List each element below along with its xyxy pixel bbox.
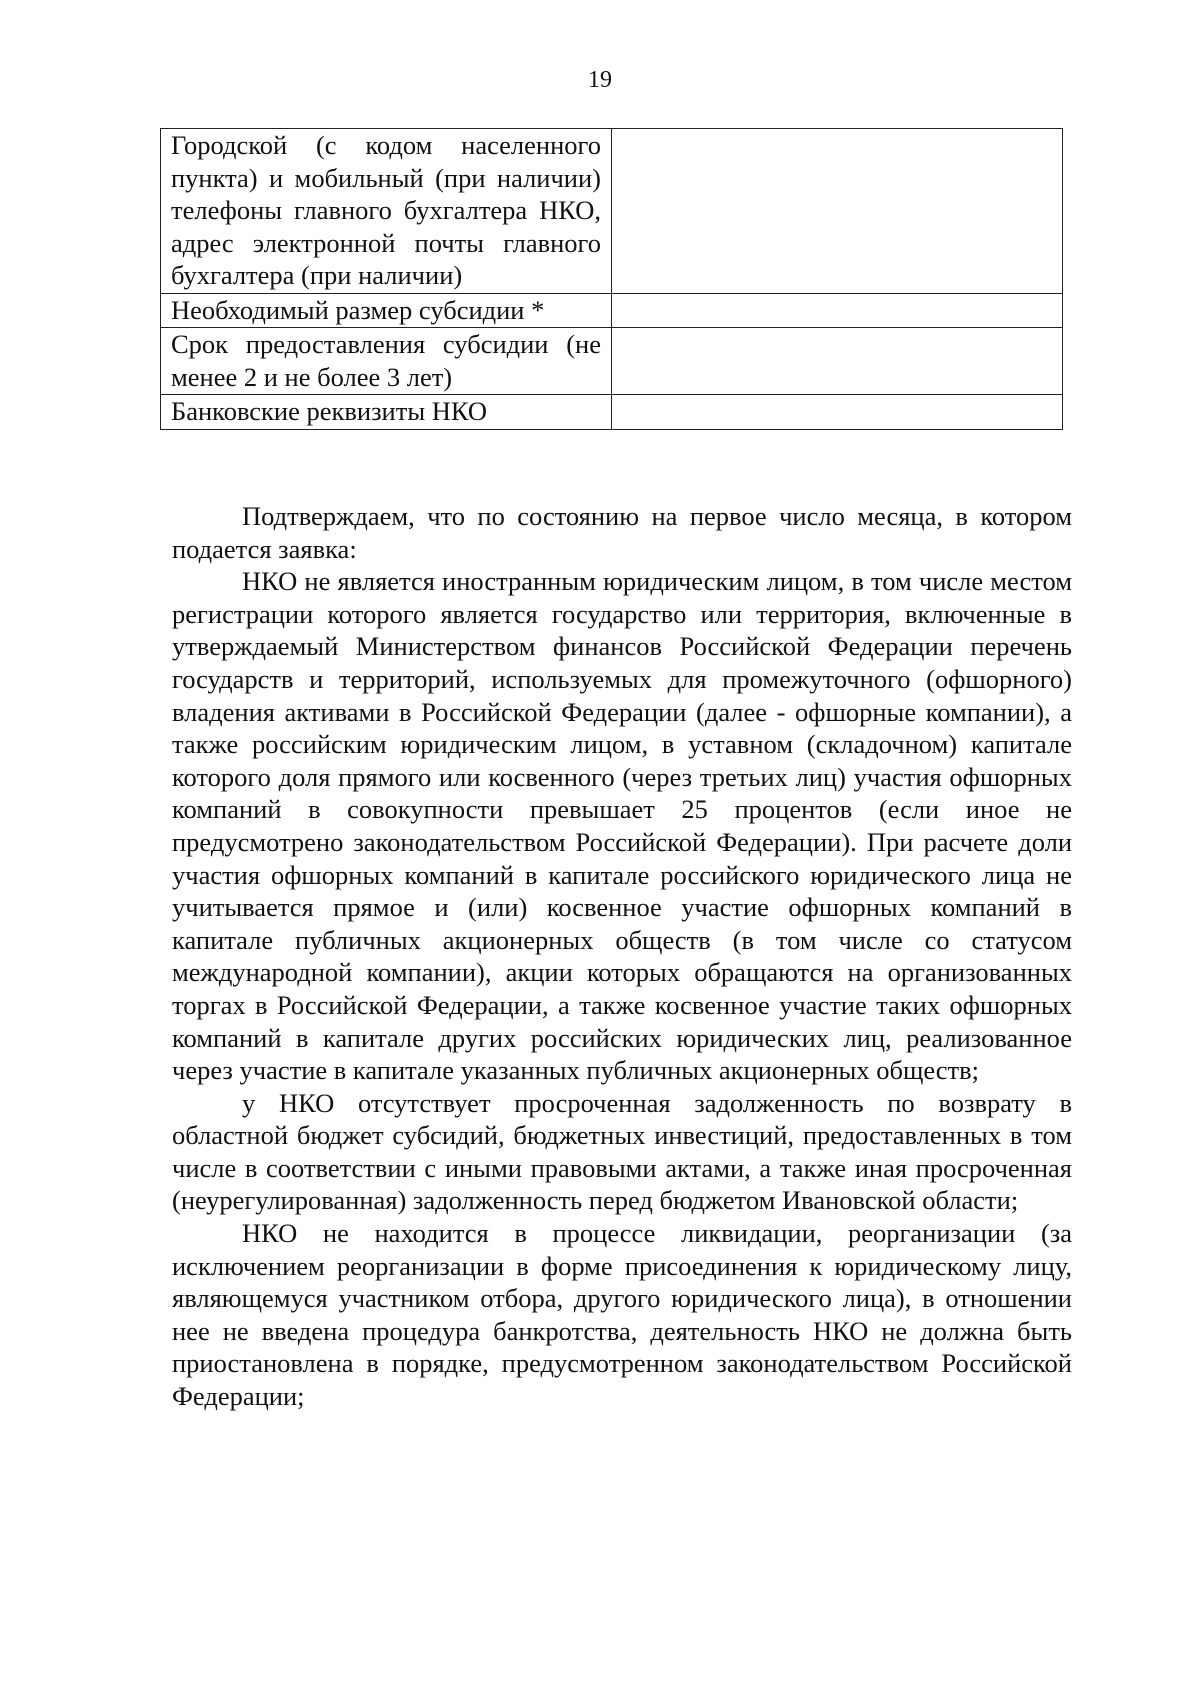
body-text	[172, 500, 1072, 1413]
table-value-cell	[612, 293, 1063, 328]
table-value-cell	[612, 129, 1063, 294]
page-number: 19	[588, 67, 612, 93]
table-row	[161, 129, 1063, 294]
confirmation-intro-paragraph: Подтверждаем, что по состоянию на первое число месяца, в котором подается заявка:	[172, 501, 1072, 564]
table-label-cell: Срок предоставления субсидии (не менее 2 и не более 3 лет)	[161, 328, 612, 395]
table-row	[161, 395, 1063, 430]
table-label-cell: Банковские реквизиты НКО	[161, 395, 612, 430]
table-row	[161, 293, 1063, 328]
table-label-cell: Городской (с кодом населенного пункта) и мобильный (при наличии) телефоны главного бухгалтера НКО, адрес электронной почты главного бухгалтера (при наличии)	[161, 129, 612, 294]
liquidation-status-paragraph: НКО не находится в процессе ликвидации, реорганизации (за исключением реорганизации в форме присоединения к юридическому лицу, являющемуся участником отбора, другого юридического лица), в отношении нее не введена процедура банкротства, деятельность НКО не должна быть приостановлена в порядке, предусмотренном законодательством Российской Федерации;	[172, 1218, 1072, 1412]
table-value-cell	[612, 328, 1063, 395]
table-row	[161, 328, 1063, 395]
table-value-cell	[612, 395, 1063, 430]
debt-status-paragraph: у НКО отсутствует просроченная задолженность по возврату в областной бюджет субсидий, бюджетных инвестиций, предоставленных в том числе в соответствии с иными правовыми актами, а также иная просроченная (неурегулированная) задолженность перед бюджетом Ивановской области;	[172, 1087, 1072, 1216]
application-form-table	[160, 128, 1063, 430]
offshore-status-paragraph: НКО не является иностранным юридическим лицом, в том числе местом регистрации которого является государство или территория, включенные в утверждаемый Министерством финансов Российской Федерации перечень государств и территорий, используемых для промежуточного (офшорного) владения активами в Российской Федерации (далее - офшорные компании), а также российским юридическим лицом, в уставном (складочном) капитале которого доля прямого или косвенного (через третьих лиц) участия офшорных компаний в совокупности превышает 25 процентов (если иное не предусмотрено законодательством Российской Федерации). При расчете доли участия офшорных компаний в капитале российского юридического лица не учитывается прямое и (или) косвенное участие офшорных компаний в капитале публичных акционерных обществ (в том числе со статусом международной компании), акции которых обращаются на организованных торгах в Российской Федерации, а также косвенное участие таких офшорных компаний в капитале других российских юридических лиц, реализованное через участие в капитале указанных публичных акционерных обществ;	[172, 566, 1072, 1086]
table-label-cell: Необходимый размер субсидии *	[161, 293, 612, 328]
